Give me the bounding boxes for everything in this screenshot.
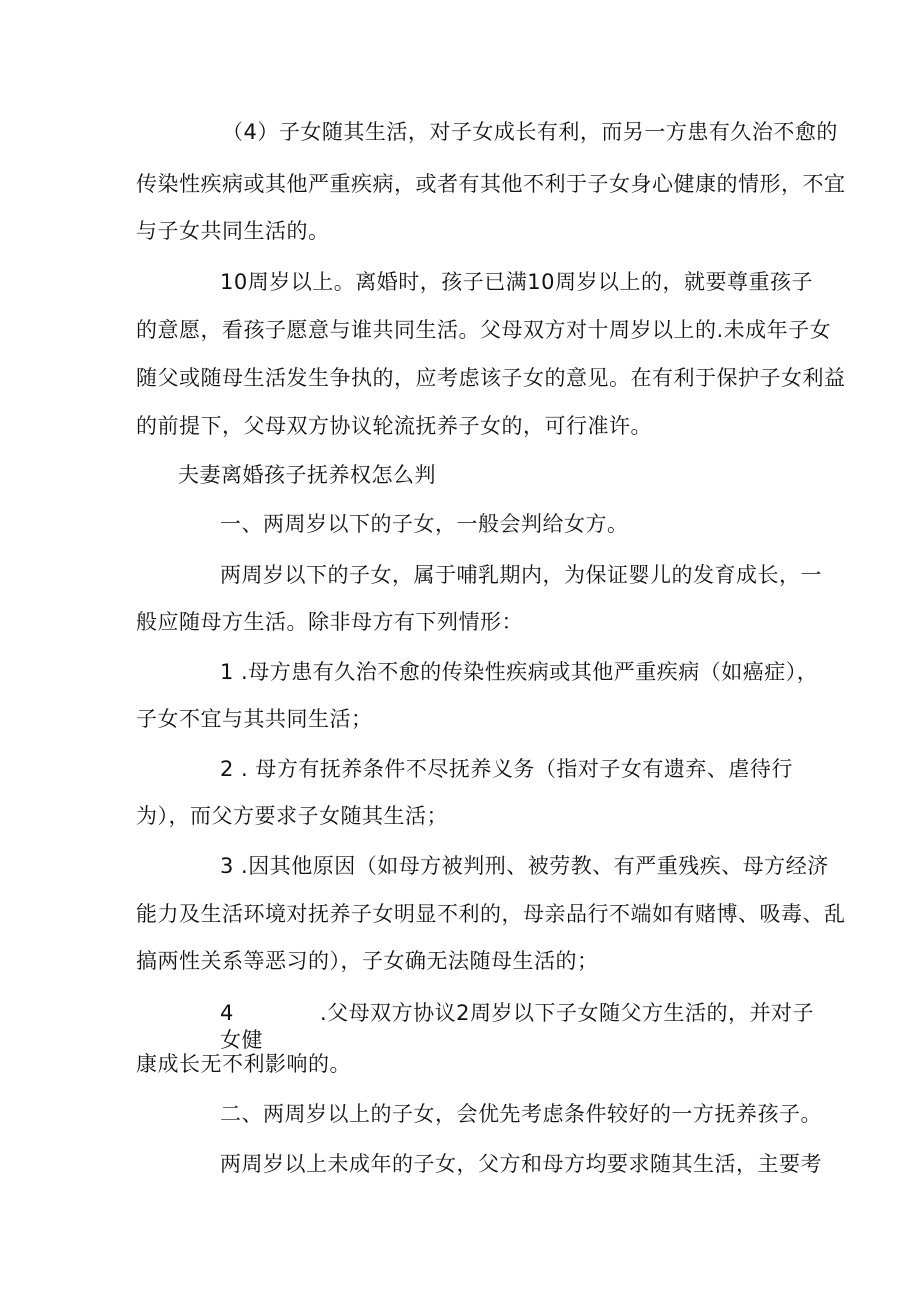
text-line: 的前提下，父母双方协议轮流抚养子女的，可行准许。 — [136, 414, 652, 438]
list-item-line: 为），而父方要求子女随其生活； — [136, 804, 448, 828]
text-line: 般应随母方生活。除非母方有下列情形： — [136, 610, 523, 634]
list-item-line: .父母双方协议2周岁以下子女随父方生活的，并对子 — [320, 1001, 815, 1025]
list-item-number: 4 — [220, 1001, 234, 1025]
text-line: 与子女共同生活的。 — [136, 219, 330, 243]
list-item-line: 3 .因其他原因（如母方被判刑、被劳教、有严重残疾、母方经济 — [220, 854, 829, 878]
section-heading: 夫妻离婚孩子抚养权怎么判 — [178, 463, 436, 487]
list-item-line: 搞两性关系等恶习的），子女确无法随母生活的； — [136, 949, 599, 973]
text-line: 的意愿，看孩子愿意与谁共同生活。父母双方对十周岁以上的.未成年子女 — [136, 318, 832, 342]
list-item-line: 能力及生活环境对抚养子女明显不利的，母亲品行不端如有赌博、吸毒、乱 — [136, 902, 846, 926]
text-line: 两周岁以上未成年的子女，父方和母方均要求随其生活，主要考 — [220, 1152, 822, 1176]
list-item-line: 1 .母方患有久治不愈的传染性疾病或其他严重疾病（如癌症）， — [220, 660, 819, 684]
list-item-line: 子女不宜与其共同生活； — [136, 707, 373, 731]
text-line: （4）子女随其生活，对子女成长有利，而另一方患有久治不愈的 — [222, 120, 838, 144]
list-item-line: 女健 — [220, 1028, 263, 1052]
list-item-line: 2 . 母方有抚养条件不尽抚养义务（指对子女有遗弃、虐待行 — [220, 757, 793, 781]
text-line: 10周岁以上。离婚时，孩子已满10周岁以上的，就要尊重孩子 — [220, 270, 813, 294]
section-title: 一、两周岁以下的子女，一般会判给女方。 — [220, 512, 629, 536]
list-item-line: 康成长无不利影响的。 — [136, 1052, 351, 1076]
section-title: 二、两周岁以上的子女，会优先考虑条件较好的一方抚养孩子。 — [220, 1102, 822, 1126]
text-line: 随父或随母生活发生争执的，应考虑该子女的意见。在有利于保护子女利益 — [136, 366, 846, 390]
text-line: 传染性疾病或其他严重疾病，或者有其他不利于子女身心健康的情形，不宜 — [136, 172, 846, 196]
text-line: 两周岁以下的子女，属于哺乳期内，为保证婴儿的发育成长，一 — [220, 563, 822, 587]
